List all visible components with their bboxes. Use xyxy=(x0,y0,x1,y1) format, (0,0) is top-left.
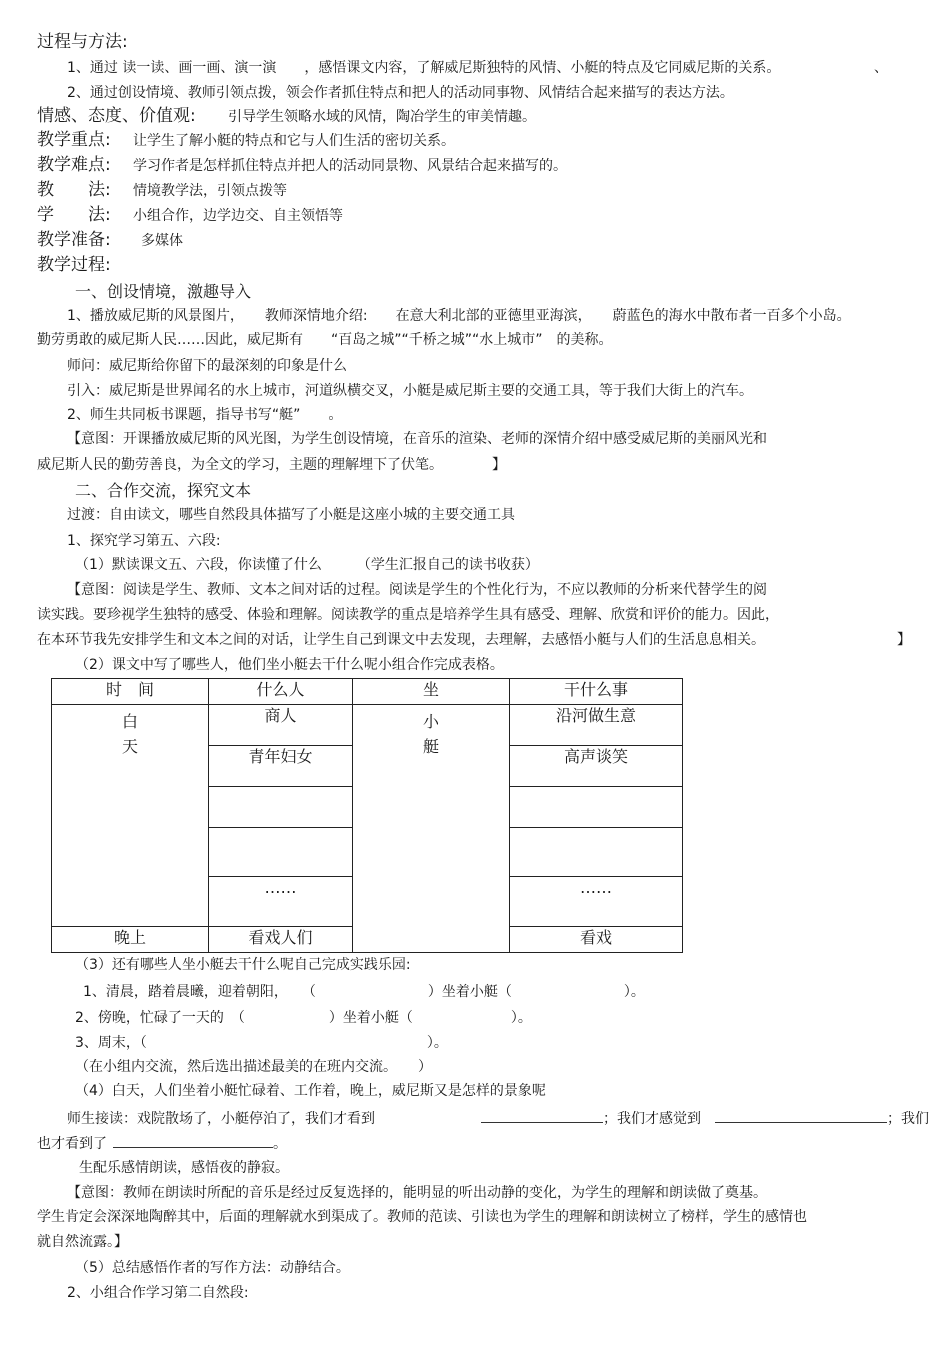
difficulty-text: 学习作者是怎样抓住特点并把人的活动同景物、风景结合起来描写的。 xyxy=(133,158,567,174)
cell-person xyxy=(209,828,353,877)
cell-person: 看戏人们 xyxy=(209,927,353,953)
intent-note: 学生肯定会深深地陶醉其中，后面的理解就水到渠成了。教师的范读、引读也为学生的理解和朗读树立了榜样，学生的感情也 xyxy=(37,1209,807,1225)
reading-prompt-text: 。 xyxy=(273,1136,287,1152)
learning-method-text: 小组合作，边学边交、自主领悟等 xyxy=(133,208,343,224)
paragraph-line: （在小组内交流，然后选出描述最美的在班内交流。 ） xyxy=(75,1059,432,1075)
paragraph-line: 2、小组合作学习第二自然段: xyxy=(67,1285,249,1301)
cell-person: 商人 xyxy=(209,705,353,746)
header-time: 时 间 xyxy=(52,679,209,705)
reading-prompt-text: ；我们才感觉到 xyxy=(603,1111,701,1127)
header-what: 干什么事 xyxy=(510,679,683,705)
intent-note-end: 】 xyxy=(897,632,911,648)
reading-prompt-text: 也才看到了 xyxy=(37,1136,107,1152)
intent-note: 就自然流露。】 xyxy=(37,1234,128,1250)
paragraph-line: （4）白天，人们坐着小艇忙碌着、工作着，晚上，威尼斯又是怎样的景象呢 xyxy=(75,1083,546,1099)
heading-learning-method: 学 法: xyxy=(37,205,111,225)
heading-process-method: 过程与方法: xyxy=(37,32,128,52)
cell-person xyxy=(209,787,353,828)
cell-thing: …… xyxy=(510,877,683,927)
reading-prompt xyxy=(67,1108,929,1129)
cell-person: 青年妇女 xyxy=(209,746,353,787)
intent-note: 【意图：开课播放威尼斯的风光图，为学生创设情境，在音乐的渲染、老师的深情介绍中感受威尼斯的美丽风光和 xyxy=(67,431,767,447)
intent-note: 在本环节我先安排学生和文本之间的对话，让学生自己到课文中去发现，去理解，去感悟小艇与人们的生活息息相关。 xyxy=(37,632,765,648)
fill-blank[interactable] xyxy=(715,1108,887,1123)
practice-item-1: 1、清晨，踏着晨曦，迎着朝阳， （ ）坐着小艇（ ）。 xyxy=(83,984,645,1000)
paragraph-line: 2、师生共同板书课题，指导书写“艇” 。 xyxy=(67,407,343,423)
emotion-attitude-text: 引导学生领略水域的风情，陶冶学生的审美情趣。 xyxy=(228,109,536,125)
paragraph-line: 勤劳勇敢的威尼斯人民……因此，威尼斯有 “百岛之城”“千桥之城”“水上城市” 的美称。 xyxy=(37,332,613,348)
heading-preparation: 教学准备: xyxy=(37,230,111,250)
paragraph-line: 引入：威尼斯是世界闻名的水上城市，河道纵横交叉，小艇是威尼斯主要的交通工具，等于我们大街上的汽车。 xyxy=(67,383,753,399)
paragraph-line: 1、播放威尼斯的风景图片， 教师深情地介绍: 在意大利北部的亚德里亚海滨， 蔚蓝色的海水中散布者一百多个小岛。 xyxy=(67,308,851,324)
fill-blank[interactable] xyxy=(113,1133,273,1148)
header-who: 什么人 xyxy=(209,679,353,705)
intent-note: 【意图：阅读是学生、教师、文本之间对话的过程。阅读是学生的个性化行为，不应以教师的分析来代替学生的阅 xyxy=(67,582,767,598)
teaching-method-text: 情境教学法，引领点拨等 xyxy=(133,183,287,199)
reading-prompt-text: ；我们 xyxy=(887,1111,929,1127)
preparation-text: 多媒体 xyxy=(141,233,183,249)
paragraph-line: 师问：威尼斯给你留下的最深刻的印象是什么 xyxy=(67,358,347,374)
heading-teaching-process: 教学过程: xyxy=(37,255,111,275)
header-ride: 坐 xyxy=(353,679,510,705)
paragraph-line: 1、探究学习第五、六段: xyxy=(67,533,221,549)
section-2-title: 二、合作交流，探究文本 xyxy=(75,481,252,500)
intent-note: 威尼斯人民的勤劳善良，为全文的学习，主题的理解埋下了伏笔。 】 xyxy=(37,457,506,473)
heading-difficulty: 教学难点: xyxy=(37,155,111,175)
daytime-label: 白天 xyxy=(121,712,138,756)
paragraph-line: 过渡：自由读文，哪些自然段具体描写了小艇是这座小城的主要交通工具 xyxy=(67,507,515,523)
cell-ride xyxy=(353,705,510,953)
intent-note: 【意图：教师在朗读时所配的音乐是经过反复选择的，能明显的听出动静的变化，为学生的理解和朗读做了奠基。 xyxy=(67,1185,767,1201)
cell-daytime xyxy=(52,705,209,927)
paragraph-line: （1）默读课文五、六段，你读懂了什么 （学生汇报自己的读书收获） xyxy=(75,557,539,573)
fill-blank[interactable] xyxy=(481,1108,603,1123)
process-method-item-1: 1、通过 读一读、画一画、演一演 ，感悟课文内容，了解威尼斯独特的风情、小艇的特点及它同威尼斯的关系。 xyxy=(67,60,781,76)
cell-thing: 沿河做生意 xyxy=(510,705,683,746)
boat-usage-table xyxy=(51,678,683,953)
cell-thing xyxy=(510,787,683,828)
section-1-title: 一、创设情境，激趣导入 xyxy=(75,282,252,301)
process-method-item-2: 2、通过创设情境、教师引领点拨，领会作者抓住特点和把人的活动同事物、风情结合起来描写的表达方法。 xyxy=(67,85,734,101)
paragraph-line: （3）还有哪些人坐小艇去干什么呢自己完成实践乐园: xyxy=(75,957,411,973)
table-row xyxy=(52,705,683,746)
cell-person: …… xyxy=(209,877,353,927)
paragraph-line: （2）课文中写了哪些人，他们坐小艇去干什么呢小组合作完成表格。 xyxy=(75,657,504,673)
heading-key-point: 教学重点: xyxy=(37,130,111,150)
cell-thing: 看戏 xyxy=(510,927,683,953)
cell-night: 晚上 xyxy=(52,927,209,953)
practice-item-2: 2、傍晚，忙碌了一天的 （ ）坐着小艇（ ）。 xyxy=(75,1010,532,1026)
cell-thing: 高声谈笑 xyxy=(510,746,683,787)
reading-prompt-text: 师生接读：戏院散场了，小艇停泊了，我们才看到 xyxy=(67,1111,375,1127)
ride-label: 小艇 xyxy=(422,712,439,756)
heading-teaching-method: 教 法: xyxy=(37,180,111,200)
intent-note: 读实践。要珍视学生独特的感受、体验和理解。阅读教学的重点是培养学生具有感受、理解、欣赏和评价的能力。因此， xyxy=(37,607,779,623)
key-point-text: 让学生了解小艇的特点和它与人们生活的密切关系。 xyxy=(133,133,455,149)
paragraph-line: 生配乐感情朗读，感悟夜的静寂。 xyxy=(79,1160,289,1176)
table-header-row xyxy=(52,679,683,705)
reading-prompt xyxy=(37,1133,287,1154)
cell-thing xyxy=(510,828,683,877)
stray-mark: 、 xyxy=(874,60,888,76)
paragraph-line: （5）总结感悟作者的写作方法：动静结合。 xyxy=(75,1260,350,1276)
heading-emotion-attitude: 情感、态度、价值观: xyxy=(37,106,196,126)
practice-item-3: 3、周末，（ ）。 xyxy=(75,1035,448,1051)
